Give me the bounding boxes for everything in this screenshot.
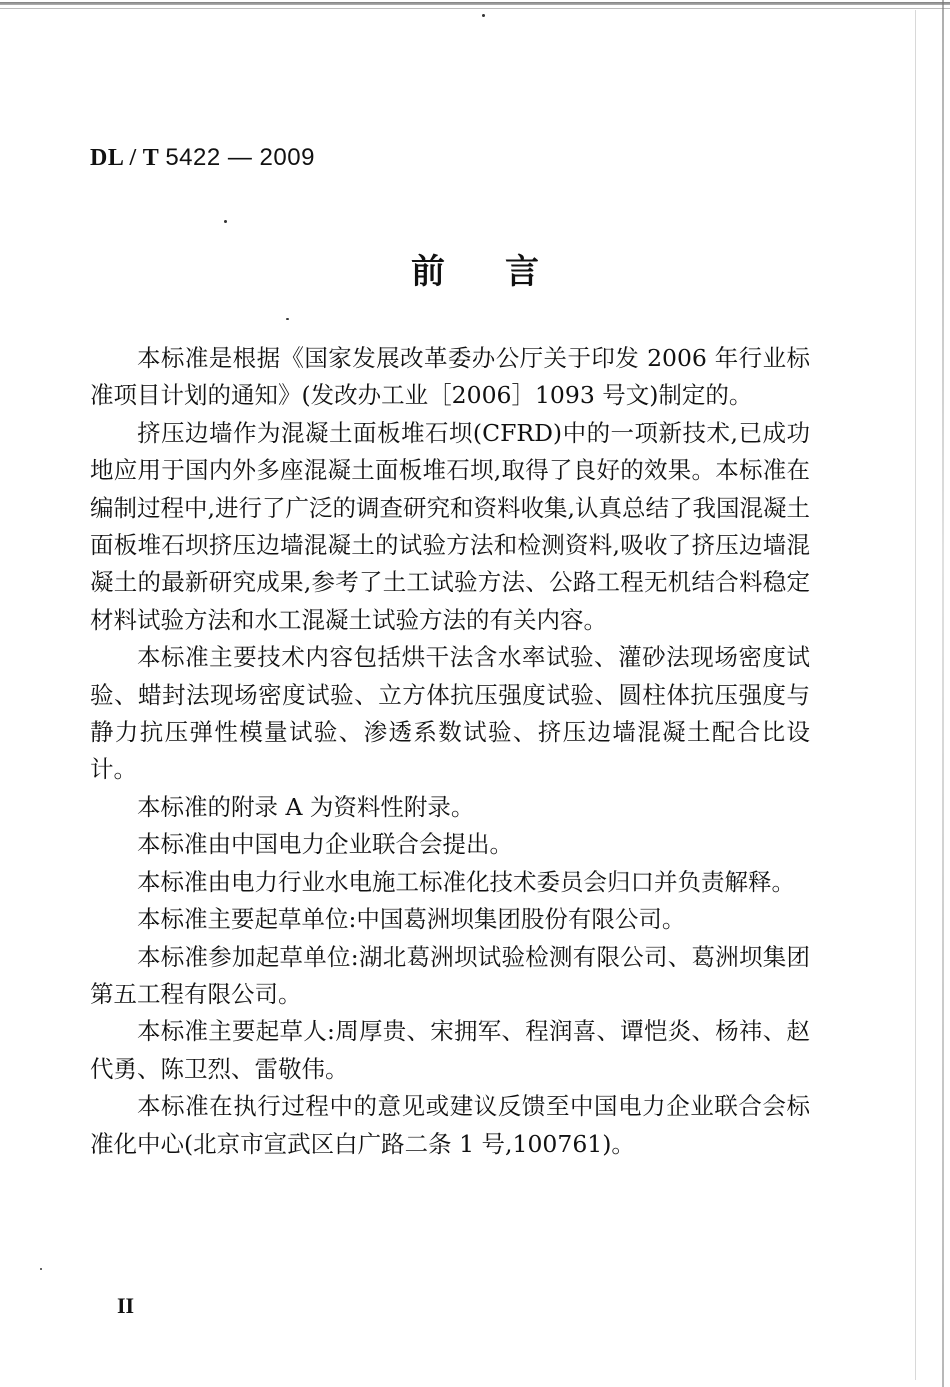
paragraph-proposer: 本标准由中国电力企业联合会提出。 [137,830,513,859]
page-number: II [117,1293,135,1318]
paragraph-background: 挤压边墙作为混凝土面板堆石坝(CFRD)中的一项新技术,已成功地应用于国内外多座混凝土面板堆石坝,取得了良好的效果。本标准在编制过程中,进行了广泛的调查研究和资料收集,认真总结了我国混凝土面板堆石坝挤压边墙混凝土的试验方法和检测资料,吸收了挤压边墙混凝土的最新研究成果,参考了土工试验方法、公路工程无机结合料稳定材料试验方法和水工混凝土试验方法的有关内容。 [90,418,810,634]
scan-speck [286,318,289,320]
scan-speck [482,14,485,17]
scan-speck [40,1268,42,1270]
scan-right-edge [942,0,944,1387]
paragraph-feedback: 本标准在执行过程中的意见或建议反馈至中国电力企业联合会标准化中心(北京市宣武区白广路二条 1 号,100761)。 [90,1092,810,1158]
scan-top-border [0,2,950,5]
document-code-number: 5422 — 2009 [165,144,315,171]
paragraph-technical-content: 本标准主要技术内容包括烘干法含水率试验、灌砂法现场密度试验、蜡封法现场密度试验、立方体抗压强度试验、圆柱体抗压强度与静力抗压弹性模量试验、渗透系数试验、挤压边墙混凝土配合比设计。 [90,643,810,784]
page-title: 前言 [411,252,599,292]
scan-top-border-thin [0,8,950,9]
paragraph-basis: 本标准是根据《国家发展改革委办公厅关于印发 2006 年行业标准项目计划的通知》(发改办工业［2006］1093 号文)制定的。 [90,344,810,410]
scan-speck [224,220,227,223]
paragraph-participating-units: 本标准参加起草单位:湖北葛洲坝试验检测有限公司、葛洲坝集团第五工程有限公司。 [90,942,810,1008]
document-code-prefix: DL / T [90,145,166,171]
preface-body [90,340,810,1163]
document-code [90,144,315,172]
paragraph-interpretation: 本标准由电力行业水电施工标准化技术委员会归口并负责解释。 [137,867,795,896]
paragraph-drafters: 本标准主要起草人:周厚贵、宋拥军、程润喜、谭恺炎、杨祎、赵代勇、陈卫烈、雷敬伟。 [90,1017,810,1083]
paragraph-appendix: 本标准的附录 A 为资料性附录。 [137,792,475,821]
scan-right-edge-faint [915,10,916,1380]
paragraph-main-drafting-unit: 本标准主要起草单位:中国葛洲坝集团股份有限公司。 [137,905,686,934]
